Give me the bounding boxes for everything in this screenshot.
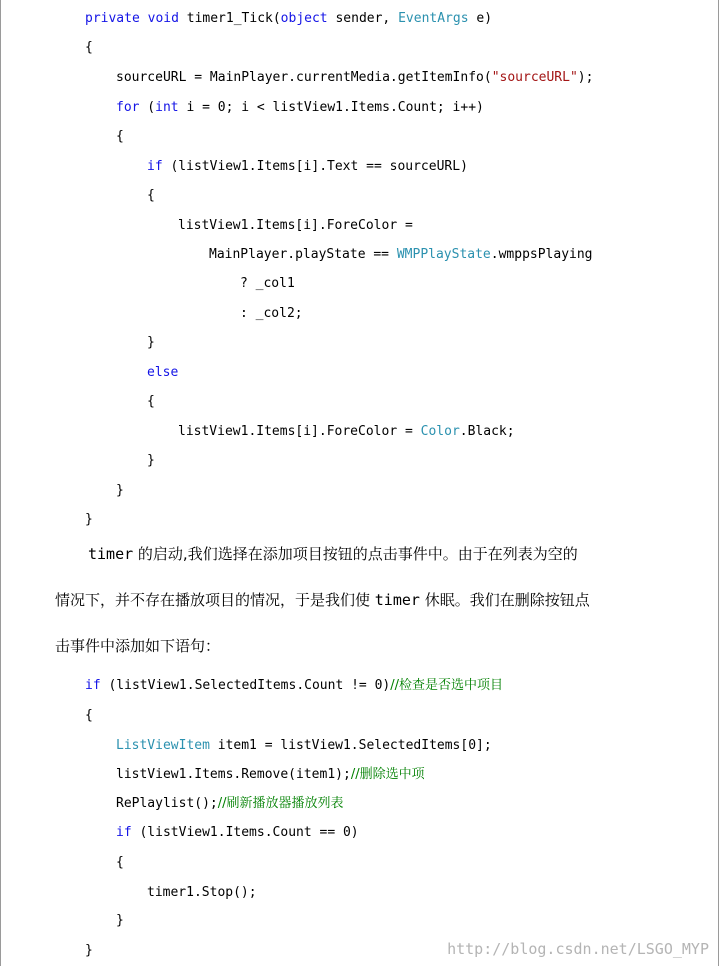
code-text: e) bbox=[468, 11, 493, 26]
code-text: .wmppsPlaying bbox=[490, 247, 593, 262]
code-line: listView1.Items[i].ForeColor = bbox=[178, 218, 413, 233]
keyword: if bbox=[85, 678, 101, 693]
code-line bbox=[116, 99, 484, 117]
inline-code: timer bbox=[88, 545, 134, 563]
paragraph-line bbox=[55, 590, 590, 610]
string-literal: "sourceURL" bbox=[491, 70, 578, 85]
code-line bbox=[116, 824, 359, 842]
code-text: item1 = listView1.SelectedItems[0]; bbox=[209, 738, 492, 753]
keyword: private void bbox=[85, 11, 179, 26]
code-text: ); bbox=[577, 70, 594, 85]
type-name: EventArgs bbox=[398, 11, 469, 26]
code-line bbox=[116, 795, 344, 813]
paragraph-text: 休眠。我们在删除按钮点 bbox=[419, 591, 590, 609]
paragraph-line bbox=[88, 544, 578, 564]
code-line: } bbox=[147, 453, 155, 468]
code-line: } bbox=[85, 512, 93, 527]
code-text: (listView1.SelectedItems.Count != 0) bbox=[100, 678, 391, 693]
inline-code: timer bbox=[374, 591, 420, 609]
keyword: int bbox=[155, 100, 179, 115]
code-line: { bbox=[116, 129, 124, 144]
keyword: if bbox=[116, 825, 132, 840]
code-text: sourceURL = MainPlayer.currentMedia.getItemInfo( bbox=[116, 70, 492, 85]
type-name: ListViewItem bbox=[116, 738, 210, 753]
type-name: Color bbox=[420, 424, 460, 439]
paragraph-text: 情况下，并不存在播放项目的情况，于是我们使 bbox=[55, 591, 375, 609]
code-text: timer1_Tick( bbox=[178, 11, 281, 26]
code-line: { bbox=[147, 188, 155, 203]
code-line: } bbox=[116, 483, 124, 498]
page-left-border bbox=[0, 0, 1, 966]
code-line bbox=[85, 677, 503, 695]
code-line bbox=[116, 69, 593, 87]
code-text: MainPlayer.playState == bbox=[209, 247, 397, 262]
keyword: object bbox=[280, 11, 328, 26]
keyword: if bbox=[147, 159, 163, 174]
code-line: timer1.Stop(); bbox=[147, 885, 257, 900]
code-line bbox=[147, 158, 468, 176]
code-line: { bbox=[116, 855, 124, 870]
paragraph-text: 的启动,我们选择在添加项目按钮的点击事件中。由于在列表为空的 bbox=[133, 545, 578, 563]
code-line bbox=[85, 10, 492, 28]
code-line: } bbox=[116, 913, 124, 928]
code-text: (listView1.Items.Count == 0) bbox=[131, 825, 359, 840]
code-line: } bbox=[147, 335, 155, 350]
code-line: { bbox=[85, 40, 93, 55]
code-line bbox=[116, 737, 492, 755]
code-line: } bbox=[85, 943, 93, 958]
code-line: { bbox=[85, 708, 93, 723]
code-text: .Black; bbox=[459, 424, 515, 439]
code-line bbox=[178, 423, 515, 441]
code-line: { bbox=[147, 394, 155, 409]
code-text: listView1.Items.Remove(item1); bbox=[116, 767, 351, 782]
type-name: WMPPlayState bbox=[396, 247, 491, 262]
code-text: ( bbox=[139, 100, 156, 115]
watermark-url: http://blog.csdn.net/LSGO_MYP bbox=[447, 940, 709, 958]
keyword: for bbox=[116, 100, 140, 115]
code-line bbox=[209, 246, 593, 264]
code-line: : _col2; bbox=[240, 306, 303, 321]
code-comment: //删除选中项 bbox=[350, 767, 425, 782]
code-text: sender, bbox=[327, 11, 399, 26]
code-text: RePlaylist(); bbox=[116, 796, 218, 811]
code-line bbox=[116, 766, 425, 784]
paragraph-line: 击事件中添加如下语句： bbox=[55, 637, 221, 655]
code-text: i = 0; i < listView1.Items.Count; i++) bbox=[178, 100, 484, 115]
code-text: listView1.Items[i].ForeColor = bbox=[178, 424, 421, 439]
code-text: (listView1.Items[i].Text == sourceURL) bbox=[162, 159, 468, 174]
code-comment: //刷新播放器播放列表 bbox=[217, 796, 344, 811]
code-comment: //检查是否选中项目 bbox=[390, 678, 504, 693]
code-line: ? _col1 bbox=[240, 276, 295, 291]
code-line: else bbox=[147, 365, 179, 380]
